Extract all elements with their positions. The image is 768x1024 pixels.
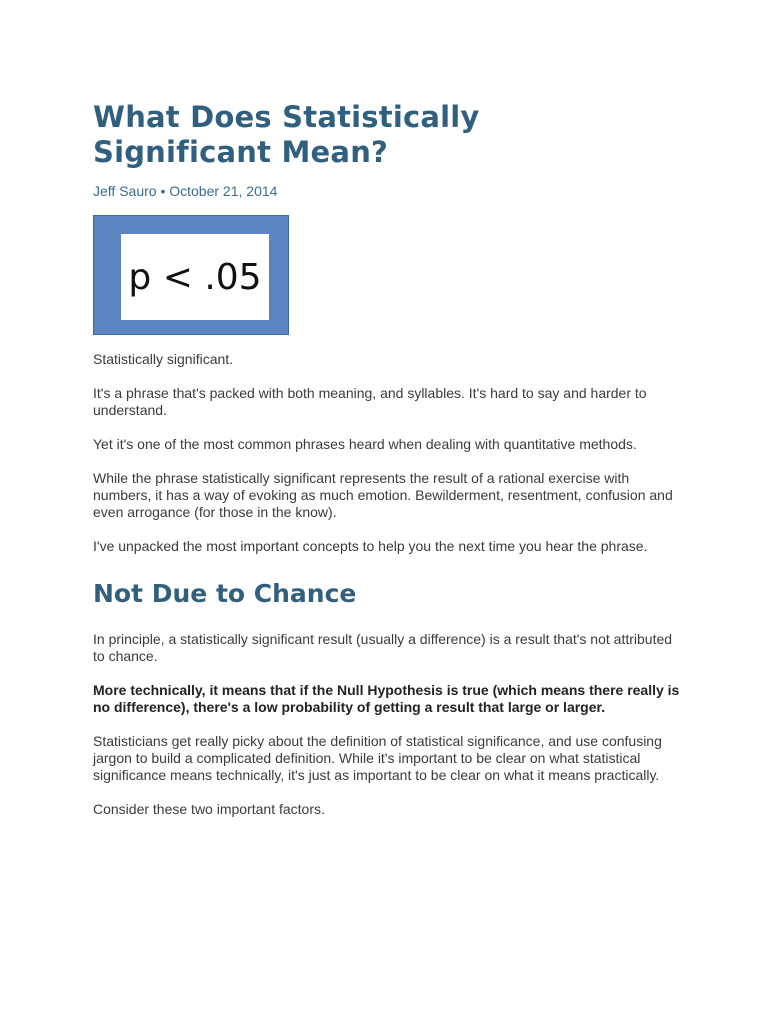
paragraph: Consider these two important factors. (93, 801, 325, 817)
article-title (93, 100, 683, 170)
byline: Jeff Sauro • October 21, 2014 (93, 183, 278, 199)
paragraph: Yet it's one of the most common phrases heard when dealing with quantitative methods. (93, 436, 637, 452)
paragraph: Statisticians get really picky about the definition of statistical significance, and use confusing jargon to build a complicated definition. While it's important to be clear on what statistical significance means technically, it's just as important to be clear on what it means practically. (93, 733, 662, 783)
paragraph: Statistically significant. (93, 351, 234, 367)
p-value-figure (93, 215, 289, 335)
p-value-figure-text: p < .05 (121, 234, 269, 320)
section-heading: Not Due to Chance (93, 579, 357, 608)
paragraph: I've unpacked the most important concepts to help you the next time you hear the phrase. (93, 538, 648, 554)
bold-paragraph: More technically, it means that if the Null Hypothesis is true (which means there really is no difference), there's a low probability of getting a result that large or larger. (93, 682, 680, 715)
article-title-line-1: What Does Statistically (93, 100, 480, 134)
paragraph: It's a phrase that's packed with both meaning, and syllables. It's hard to say and harder to understand. (93, 385, 647, 418)
article-body (93, 351, 683, 818)
article (93, 100, 683, 835)
paragraph: While the phrase statistically significant represents the result of a rational exercise with numbers, it has a way of evoking as much emotion. Bewilderment, resentment, confusion and even arrogance (for those in the know). (93, 470, 673, 520)
article-title-line-2: Significant Mean? (93, 135, 389, 169)
paragraph: In principle, a statistically significant result (usually a difference) is a result that's not attributed to chance. (93, 631, 673, 664)
